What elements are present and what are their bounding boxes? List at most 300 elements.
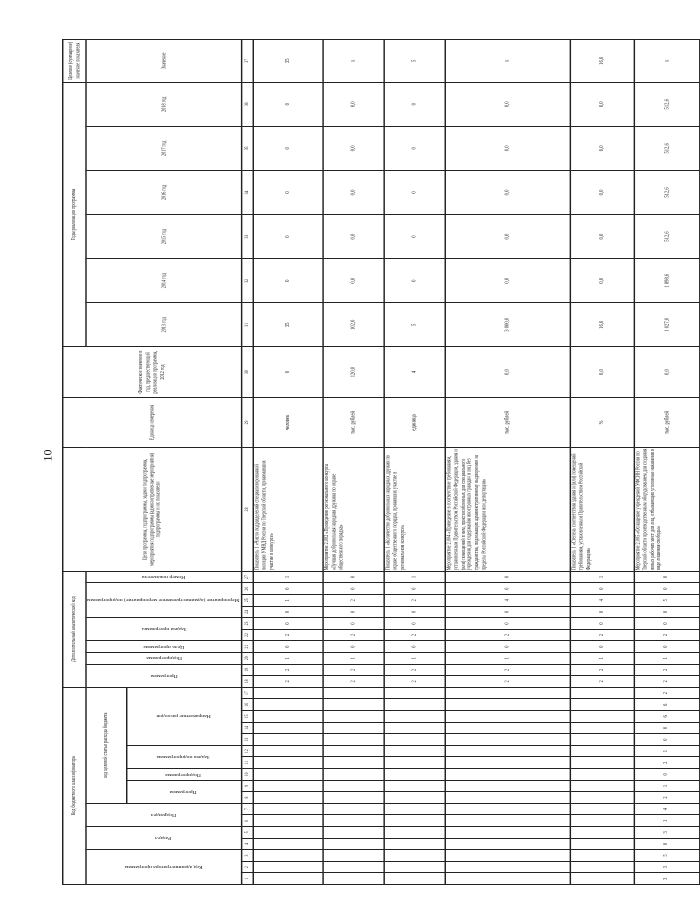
kbk-digit: 0 [634, 838, 699, 850]
kbk-digit [445, 687, 570, 699]
add-code-digit: 2 [253, 664, 323, 676]
kbk-digit [445, 803, 570, 815]
kbk-digit [570, 757, 634, 769]
target-group-header: Целевое (суммарное) значение показателя [63, 39, 86, 82]
kbk-digit [253, 827, 323, 839]
kbk-digit [445, 780, 570, 792]
kbk-digit [445, 769, 570, 781]
kbk-digit: 5 [634, 850, 699, 862]
add-code-digit: 4 [445, 594, 570, 606]
row-fact: 0 [253, 347, 323, 397]
add-code-digit: 0 [322, 641, 383, 653]
row-name: Мероприятие 2.002 «Проведение регионального конкурса «Лучшая добровольная народная дружина по охране общественного порядка» [322, 448, 383, 572]
kbk-digit: 0 [634, 769, 699, 781]
add-code-digit: 0 [570, 583, 634, 595]
add-code-digit: 0 [570, 618, 634, 630]
kbk-digit: 6 [634, 699, 699, 711]
cel-header-text: Цель программы [143, 644, 185, 649]
add-code-digit: 4 [570, 594, 634, 606]
add-code-digit: 0 [322, 606, 383, 618]
col-number-6: 6 [241, 815, 252, 827]
col-number-4: 4 [241, 838, 252, 850]
col-number-23: 23 [241, 618, 252, 630]
kbk-digit [384, 687, 445, 699]
admin-code-header-text: Код администратора программы [124, 865, 203, 870]
row-year-value-2013: 3 000,0 [445, 303, 570, 347]
nomer-header [86, 571, 241, 583]
podrazdel-header [86, 803, 241, 826]
table-row [384, 39, 445, 884]
budget-table-rotated [62, 40, 670, 885]
add-code-digit: 0 [634, 641, 699, 653]
kbk-digit [384, 861, 445, 873]
add-code-digit: 1 [384, 571, 445, 583]
kbk-digit [384, 838, 445, 850]
kcs-programma-header-text: Программа [170, 789, 198, 794]
kbk-digit [322, 838, 383, 850]
add-code-digit: 0 [253, 606, 323, 618]
kbk-digit [445, 711, 570, 723]
col-number-5: 5 [241, 827, 252, 839]
row-year-value-2015: 0,0 [445, 215, 570, 259]
kbk-digit [445, 734, 570, 746]
kbk-digit [322, 711, 383, 723]
row-year-value-2016: 512,6 [634, 170, 699, 214]
row-year-value-2017: 0 [384, 126, 445, 170]
unit-header: Единица измерения [63, 397, 242, 447]
kbk-digit [445, 815, 570, 827]
add-code-digit: 2 [384, 664, 445, 676]
kbk-digit: 0 [634, 722, 699, 734]
col-number-14: 14 [241, 722, 252, 734]
kcs-header: код целевой статьи расхода бюджета [86, 687, 126, 803]
row-name: Показатель 1 «Количество добровольных народных дружин по охране общественного порядка, принявших участие в региональном конкурсе» [384, 448, 445, 572]
kbk-digit [445, 838, 570, 850]
col-number-35: 35 [241, 126, 252, 170]
col-number-21: 21 [241, 641, 252, 653]
kbk-digit [445, 699, 570, 711]
years-group-header: Годы реализации программы [63, 82, 86, 347]
kbk-digit [445, 792, 570, 804]
row-year-value-2016: 0,0 [445, 170, 570, 214]
zadacha-header [86, 618, 241, 641]
col-number-19: 19 [241, 664, 252, 676]
add-code-digit: 2 [384, 594, 445, 606]
kcs-programma-header [126, 780, 241, 803]
kbk-digit [445, 873, 570, 885]
table-row [570, 39, 634, 884]
kbk-digit [322, 734, 383, 746]
row-year-value-2013: 102,0 [322, 303, 383, 347]
col-number-20: 20 [241, 652, 252, 664]
row-year-value-2014: 0 [384, 259, 445, 303]
kbk-digit [253, 838, 323, 850]
col-number-10: 10 [241, 769, 252, 781]
col-number-2: 2 [241, 861, 252, 873]
row-year-value-2016: 0 [384, 170, 445, 214]
kbk-digit [570, 711, 634, 723]
table-row [634, 39, 699, 884]
row-target: х [322, 39, 383, 82]
kbk-digit [253, 734, 323, 746]
kbk-digit: 3 [634, 861, 699, 873]
row-unit: единица [384, 397, 445, 447]
kbk-digit [253, 792, 323, 804]
podprogramma-add-header-text: Подпрограмма [145, 656, 182, 661]
kbk-digit [384, 745, 445, 757]
row-unit: % [570, 397, 634, 447]
podrazdel-header-text: Подраздел [150, 813, 177, 818]
row-year-value-2013: 5 [384, 303, 445, 347]
add-code-digit: 1 [634, 652, 699, 664]
kbk-digit [322, 873, 383, 885]
table-row [322, 39, 383, 884]
row-year-value-2015: 0 [253, 215, 323, 259]
row-year-value-2014: 0,0 [445, 259, 570, 303]
add-code-digit: 0 [253, 641, 323, 653]
row-year-value-2015: 0,0 [570, 215, 634, 259]
kbk-digit [570, 873, 634, 885]
page-number: 10 [40, 449, 55, 462]
cel-header [86, 641, 241, 653]
kbk-digit [384, 757, 445, 769]
row-year-value-2018: 0,0 [445, 82, 570, 126]
row-year-value-2015: 512,6 [634, 215, 699, 259]
add-code-digit: 0 [570, 641, 634, 653]
add-code-digit: 0 [253, 583, 323, 595]
kbk-digit: 0 [634, 734, 699, 746]
znachenie-header: Значение [86, 39, 241, 82]
kbk-digit [570, 769, 634, 781]
col-number-34: 34 [241, 170, 252, 214]
kbk-digit [384, 850, 445, 862]
col-number-27: 27 [241, 571, 252, 583]
add-code-digit: 0 [634, 606, 699, 618]
kbk-digit [570, 861, 634, 873]
year-header-2015: 2015 год [86, 215, 241, 259]
col-number-1: 1 [241, 873, 252, 885]
admin-code-header [86, 850, 241, 885]
kbk-digit [322, 769, 383, 781]
year-header-2014: 2014 год [86, 259, 241, 303]
kbk-digit [322, 722, 383, 734]
row-year-value-2013: 35 [253, 303, 323, 347]
col-number-11: 11 [241, 757, 252, 769]
kbk-digit [570, 780, 634, 792]
row-target: 35 [253, 39, 323, 82]
add-code-digit: 1 [322, 652, 383, 664]
kbk-digit [384, 873, 445, 885]
goal-column-header: Цели программы, подпрограммы, задачи подпрограммы, мероприятия подпрограммы (административные мероприятия) подпрограммы и их показатели [63, 448, 242, 572]
kbk-digit [253, 861, 323, 873]
row-year-value-2015: 0,0 [322, 215, 383, 259]
meropriyatie-header [86, 583, 241, 618]
meropriyatie-header-text: Мероприятие (административное мероприятие) подпрограммы [87, 598, 241, 603]
kbk-digit: 2 [634, 687, 699, 699]
col-number-3: 3 [241, 850, 252, 862]
row-name: Показатель 1 «Число подразделений специализированной полиции УМВД России по Тверской области, принимавших участие в конкурсе» [253, 448, 323, 572]
add-code-digit: 2 [570, 676, 634, 688]
row-year-value-2013: 16,6 [570, 303, 634, 347]
add-code-digit: 0 [570, 606, 634, 618]
add-code-digit: 0 [445, 641, 570, 653]
kbk-digit: 1 [634, 745, 699, 757]
kbk-digit [253, 815, 323, 827]
budget-program-table [62, 39, 700, 885]
col-number-12: 12 [241, 745, 252, 757]
add-code-digit: 2 [322, 594, 383, 606]
add-code-digit: 2 [253, 676, 323, 688]
add-code-digit: 2 [570, 629, 634, 641]
add-code-digit: 0 [384, 583, 445, 595]
add-code-digit: 2 [634, 676, 699, 688]
kcs-napravlenie-header [126, 687, 241, 745]
kbk-digit [445, 827, 570, 839]
kbk-digit [384, 827, 445, 839]
kbk-digit [322, 699, 383, 711]
add-code-digit: 5 [634, 594, 699, 606]
kbk-digit [384, 711, 445, 723]
kbk-digit [322, 792, 383, 804]
kbk-digit [322, 687, 383, 699]
kbk-digit [570, 687, 634, 699]
kbk-digit [253, 745, 323, 757]
zadacha-header-text: Задача программы [141, 627, 186, 632]
kbk-digit [570, 850, 634, 862]
kbk-digit [253, 722, 323, 734]
kbk-digit: 2 [634, 757, 699, 769]
kbk-digit [445, 722, 570, 734]
add-code-digit: 0 [322, 571, 383, 583]
kbk-digit [322, 827, 383, 839]
row-target: х [634, 39, 699, 82]
row-year-value-2014: 0 [253, 259, 323, 303]
group-kbk: Код бюджетного классификатора [63, 687, 86, 884]
add-code-digit: 2 [322, 664, 383, 676]
row-name: Мероприятие 2.004 «Приведение в соответствие требованиям, установленным Правительством Российской Федерации, здания и (или) помещений в нем, приспособленных для специального учреждения для содержания иностранных граждан и лиц без гражданства, подлежащих административному выдворению за пределы Российской Федерации или депортации» [445, 448, 570, 572]
kbk-digit [384, 734, 445, 746]
year-header-2013: 2013 год [86, 303, 241, 347]
kcs-zadacha-header-text: Задача подпрограммы [157, 755, 211, 760]
add-code-digit: 2 [384, 629, 445, 641]
kbk-digit [253, 850, 323, 862]
col-number-26: 26 [241, 583, 252, 595]
col-number-28: 28 [241, 448, 252, 572]
kbk-digit [445, 757, 570, 769]
add-code-digit: 0 [322, 583, 383, 595]
add-code-digit: 1 [253, 571, 323, 583]
col-number-24: 24 [241, 606, 252, 618]
kcs-podprogramma-header [126, 769, 241, 781]
add-code-digit: 2 [445, 629, 570, 641]
row-year-value-2016: 0 [253, 170, 323, 214]
add-code-digit: 1 [384, 652, 445, 664]
add-code-digit: 1 [253, 594, 323, 606]
row-year-value-2016: 0,0 [322, 170, 383, 214]
row-unit: тыс. рублей [445, 397, 570, 447]
row-target: х [445, 39, 570, 82]
kbk-digit: 1 [634, 780, 699, 792]
group-additional-code: Дополнительный аналитический код [63, 571, 86, 687]
add-code-digit: 2 [634, 629, 699, 641]
programma-add-header [86, 664, 241, 687]
year-header-2017: 2017 год [86, 126, 241, 170]
kbk-digit [384, 815, 445, 827]
add-code-digit: 2 [445, 664, 570, 676]
add-code-digit: 1 [253, 652, 323, 664]
col-number-8: 8 [241, 792, 252, 804]
kbk-digit: 1 [634, 815, 699, 827]
col-number-33: 33 [241, 215, 252, 259]
year-header-2018: 2018 год [86, 82, 241, 126]
add-code-digit: 0 [445, 583, 570, 595]
row-unit: тыс. рублей [634, 397, 699, 447]
fact-header: Фактическое значение в год, предшествующий реализации программы, 2012 год [63, 347, 242, 397]
row-year-value-2018: 0,0 [322, 82, 383, 126]
nomer-header-text: Номер показателя [142, 575, 186, 580]
kbk-digit [570, 699, 634, 711]
col-number-16: 16 [241, 699, 252, 711]
kbk-digit [253, 711, 323, 723]
add-code-digit: 0 [445, 606, 570, 618]
kbk-digit: 6 [634, 711, 699, 723]
row-unit: человек [253, 397, 323, 447]
row-year-value-2014: 0,0 [322, 259, 383, 303]
add-code-digit: 0 [445, 571, 570, 583]
add-code-digit: 1 [570, 571, 634, 583]
kbk-digit [322, 757, 383, 769]
kcs-podprogramma-header-text: Подпрограмма [165, 772, 202, 777]
kbk-digit [322, 815, 383, 827]
add-code-digit: 2 [253, 629, 323, 641]
add-code-digit: 0 [253, 618, 323, 630]
row-fact: 4 [384, 347, 445, 397]
add-code-digit: 0 [634, 583, 699, 595]
kbk-digit [384, 769, 445, 781]
row-name: Мероприятие 2.005 «Оснащение учреждений УФСИН России по Тверской области производственным оборудованием для создания новых рабочих мест для лиц, отбывающих уголовные наказания в виде лишения свободы» [634, 448, 699, 572]
kbk-digit [322, 850, 383, 862]
col-number-30: 30 [241, 347, 252, 397]
kbk-digit [384, 780, 445, 792]
row-year-value-2017: 0,0 [570, 126, 634, 170]
row-year-value-2017: 0 [253, 126, 323, 170]
row-year-value-2017: 512,6 [634, 126, 699, 170]
col-number-29: 29 [241, 397, 252, 447]
col-number-18: 18 [241, 676, 252, 688]
col-number-25: 25 [241, 594, 252, 606]
col-number-13: 13 [241, 734, 252, 746]
row-fact: 0,0 [570, 347, 634, 397]
kbk-digit [253, 687, 323, 699]
col-number-9: 9 [241, 780, 252, 792]
kbk-digit: 3 [634, 873, 699, 885]
kbk-digit [253, 699, 323, 711]
row-unit: тыс. рублей [322, 397, 383, 447]
row-year-value-2013: 1 027,0 [634, 303, 699, 347]
kbk-digit [384, 803, 445, 815]
razdel-header-text: Раздел [155, 836, 172, 841]
add-code-digit: 2 [384, 676, 445, 688]
kbk-digit: 3 [634, 827, 699, 839]
add-code-digit: 2 [570, 664, 634, 676]
kbk-digit [570, 734, 634, 746]
kbk-digit [445, 850, 570, 862]
kbk-digit [570, 745, 634, 757]
kbk-digit [322, 745, 383, 757]
row-year-value-2014: 0,0 [570, 259, 634, 303]
row-year-value-2017: 0,0 [445, 126, 570, 170]
row-fact: 0,0 [634, 347, 699, 397]
kcs-napravlenie-header-text: Направление расходов [156, 714, 211, 719]
kbk-digit [322, 780, 383, 792]
col-number-37: 37 [241, 39, 252, 82]
add-code-digit: 1 [445, 652, 570, 664]
col-number-15: 15 [241, 711, 252, 723]
programma-add-header-text: Программа [150, 673, 178, 678]
row-fact: 0,0 [445, 347, 570, 397]
add-code-digit: 1 [570, 652, 634, 664]
kbk-digit [253, 803, 323, 815]
kbk-digit [322, 861, 383, 873]
add-code-digit: 0 [634, 571, 699, 583]
kbk-digit [253, 873, 323, 885]
kbk-digit [253, 780, 323, 792]
add-code-digit: 2 [322, 629, 383, 641]
row-year-value-2016: 0,0 [570, 170, 634, 214]
kcs-zadacha-header [126, 745, 241, 768]
razdel-header [86, 827, 241, 850]
kbk-digit [570, 722, 634, 734]
kbk-digit [384, 722, 445, 734]
row-fact: 120,0 [322, 347, 383, 397]
kbk-digit [570, 815, 634, 827]
kbk-digit [570, 792, 634, 804]
table-row [445, 39, 570, 884]
col-number-17: 17 [241, 687, 252, 699]
col-number-7: 7 [241, 803, 252, 815]
podprogramma-add-header [86, 652, 241, 664]
kbk-digit [570, 838, 634, 850]
kbk-digit [322, 803, 383, 815]
add-code-digit: 0 [322, 618, 383, 630]
col-number-31: 31 [241, 303, 252, 347]
row-year-value-2018: 512,6 [634, 82, 699, 126]
kbk-digit [253, 769, 323, 781]
row-year-value-2014: 1 898,6 [634, 259, 699, 303]
table-row [253, 39, 323, 884]
kbk-digit: 4 [634, 803, 699, 815]
kbk-digit [384, 792, 445, 804]
kbk-digit: 2 [634, 792, 699, 804]
row-year-value-2015: 0 [384, 215, 445, 259]
add-code-digit: 2 [445, 676, 570, 688]
add-code-digit: 0 [384, 641, 445, 653]
kbk-digit [570, 827, 634, 839]
add-code-digit: 0 [384, 606, 445, 618]
kbk-digit [570, 803, 634, 815]
row-target: 5 [384, 39, 445, 82]
row-name: Показатель 1 «Степень соответствия здания и (или) помещений требованиям, установленным Правительством Российской Федерации» [570, 448, 634, 572]
col-number-32: 32 [241, 259, 252, 303]
add-code-digit: 0 [445, 618, 570, 630]
row-target: 16,6 [570, 39, 634, 82]
add-code-digit: 0 [634, 618, 699, 630]
col-number-22: 22 [241, 629, 252, 641]
add-code-digit: 2 [322, 676, 383, 688]
kbk-digit [445, 861, 570, 873]
col-number-36: 36 [241, 82, 252, 126]
kbk-digit [384, 699, 445, 711]
